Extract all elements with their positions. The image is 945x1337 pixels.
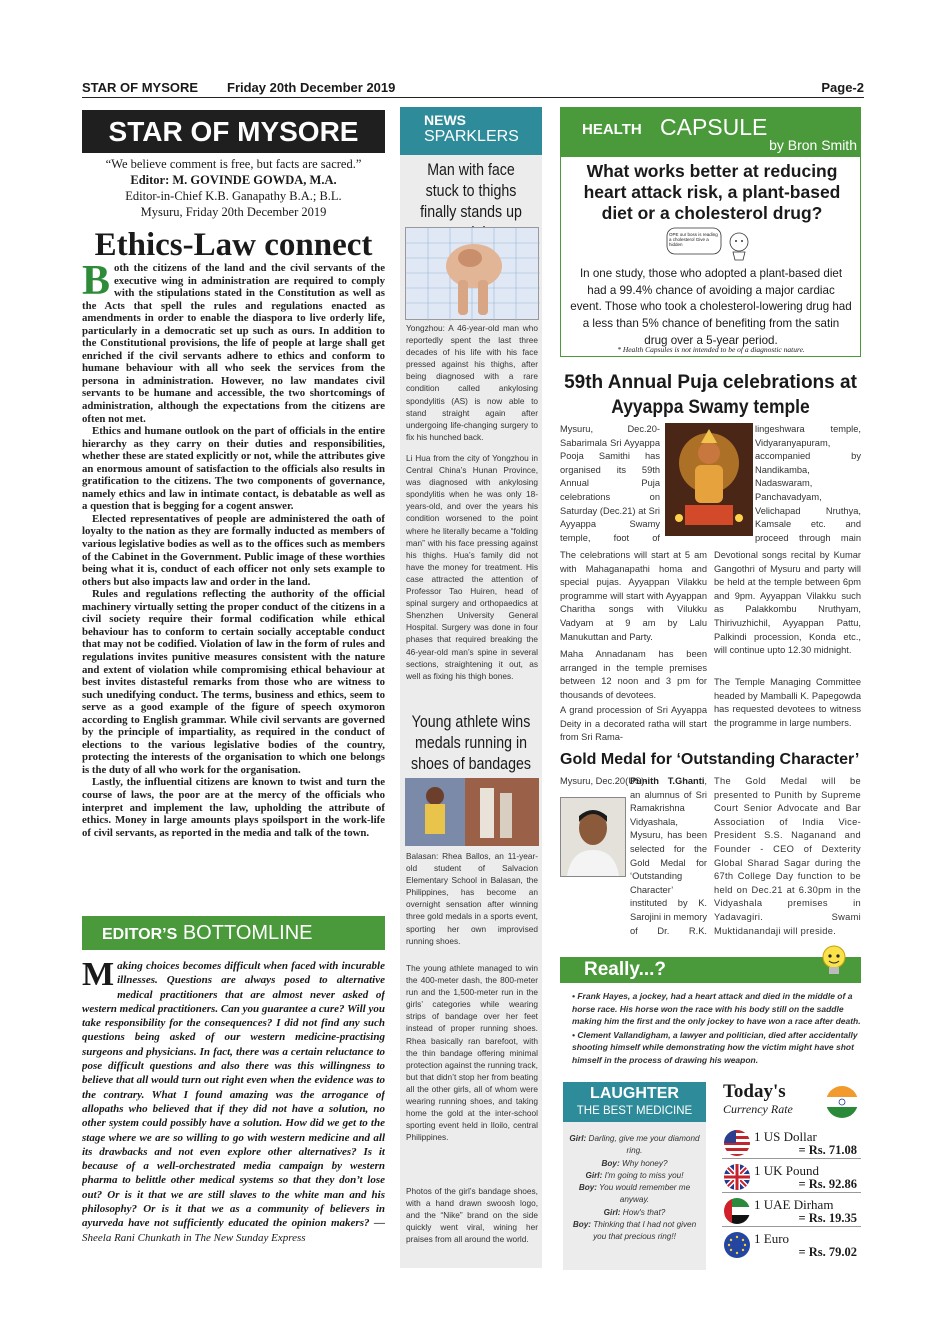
health-capsule-banner [560, 107, 861, 157]
really-banner: Really...? [560, 957, 861, 983]
eu-flag-icon [724, 1232, 750, 1258]
bottomline-label: BOTTOMLINE [182, 922, 313, 944]
bottomline-label-bold: EDITOR’S [102, 926, 178, 943]
puja-col2-para: The Temple Managing Committee headed by Mamballi K. Papegowda has requested devotees to witness the programme in large numbers. [714, 677, 861, 728]
india-flag-icon [826, 1086, 858, 1118]
story1-paragraph: Yongzhou: A 46-year-old man who reportedly spent the last three decades of his life with his face pressed against his thighs, after being diagnosed with a rare condition called ankylosing spondylitis (AS) is now able to stand straight again after undergoing life-changing surgery to fix his hunched back. [406, 323, 538, 442]
puja-col1-para: The celebrations will start at 5 am with Mahaganapathi homa and special pujas. Ayyappan Vilakku programme will start with Ayyappan Charitha songs with Vilukku Vadyam at 9 am by Lalu Manukuttan and Party. [560, 550, 707, 642]
currency-name: 1 UK Pound [754, 1163, 820, 1178]
really-item: • Clement Vallandigham, a lawyer and politician, died after accidentally shooting himself while demonstrating how the victim might have shot himself in the process of drawing his weapon. [572, 1029, 858, 1065]
masthead-editor-in-chief: Editor-in-Chief K.B. Ganapathy B.A.; B.L. [125, 189, 342, 203]
joke-speaker: Boy: [572, 1220, 592, 1230]
gold-medal-headline: Gold Medal for ‘Outstanding Character’ [560, 751, 860, 768]
story2-paragraph: The young athlete managed to win the 400-meter dash, the 800-meter run and the 1,500-meter run in the girls’ categories while wearing strips of bandage over her feet instead of proper running shoes. Rhea basically ran barefoot, with the thin bandage offering minimal protection against the running track, but that didn’t stop her from beating all the other girls, all of whom were wearing running shoes, and taking home the gold at the inter-school sporting event held in Iloilo, central Philippines. [406, 963, 538, 1143]
editorial-title: Ethics-Law connect [94, 227, 373, 263]
currency-name: 1 Euro [754, 1231, 790, 1246]
athlete-photo [405, 778, 539, 846]
news-sparklers-banner [400, 107, 542, 155]
health-byline: by Bron Smith [769, 137, 857, 153]
capsule-label: CAPSULE [660, 114, 768, 140]
health-note: * Health Capsules is not intended to be of a diagnostic nature. [617, 345, 805, 354]
cartoon-illustration [663, 226, 755, 262]
header-paper-name: STAR OF MYSORE [82, 80, 199, 95]
editorial-paragraph: Elected representatives of people are administered the oath of loyalty to the nation as they are formally inducted as members of various legislative bodies as well as to the offices such as members of the Cabinet in the Government. Public image of these worthies being what it is, conduct of each officer not only sets example to others but also impacts law and order in the land. [82, 512, 385, 588]
joke-line [566, 1207, 703, 1219]
currency-rate-header [723, 1082, 793, 1116]
joke-text: Darling, give me your diamond ring. [588, 1134, 700, 1156]
masthead-quote: “We believe comment is free, but facts are sacred.” [105, 157, 362, 171]
bottomline-dropcap: M [82, 959, 115, 993]
health-question: What works better at reducing heart attack risk, a plant-based diet or a cholesterol drug? [583, 161, 841, 223]
editorial-paragraph: oth the citizens of the land and the civil servants of the executive wing in administration are required to comply with the stipulations stated in the Constitution as well as the Acts that spell the rules and regulations enacted as amendments in order to enable the diaspora to live orderly life, particularly in a democratic set up such as ours. In addition to the Constitutional provisions, the life of people at large shall get enriched if the civil servants adhere to ethics and conform to humane behaviour with all who seek the services from the persona in administration. However, no law mandates civil servants to be humane and accessible, the two shortcomings of administration, although the expectations from the citizens are often not met. [82, 262, 385, 425]
currency-value: = Rs. 71.08 [798, 1143, 857, 1157]
story1-headline: Man with face stuck to thighs finally stands up [420, 161, 522, 221]
joke-text: Thinking that I had not given you that precious ring!! [593, 1220, 697, 1242]
laughter-sublabel: THE BEST MEDICINE [576, 1105, 693, 1117]
gold-col1-text: , an alumnus of Sri Ramakrishna Vidyashala, Mysuru, has been selected for the Gold Medal for ‘Outstanding Character’ instituted by K. Sarojini in memory of Dr. R.K. [630, 776, 707, 936]
really-item-text: Frank Hayes, a jockey, had a heart attack and died in the middle of a horse race. His horse won the race with his body still on the saddle making him the first and the only jockey to have won a race after death. [572, 991, 861, 1026]
really-list [568, 990, 862, 1067]
joke-speaker: Boy: [601, 1158, 620, 1168]
gold-col2: The Gold Medal will be presented to Punith by Supreme Court Senior Advocate and Bar Association of India Vice-President S.S. Naganand and Founder - CEO of Dexterity Global Sharad Sagar during the 67th College Day function to be held on Dec.21 at 6.30pm in the Vidyashala premises in Yadavagiri. Swami Muktidanandaji will preside. [714, 776, 861, 936]
story2-headline: Young athlete wins medals running in shoes of bandages [411, 713, 531, 773]
rate-row-gbp [722, 1160, 861, 1193]
health-label: HEALTH [582, 121, 642, 138]
health-body: In one study, those who adopted a plant-based diet had a 99.4% chance of avoiding a major cardiac event. Those who took a cholesterol-lowering drug had a less than 5% chance of benefiting from the satin drug over a 5-year period. [570, 267, 852, 347]
header-page-number: Page-2 [821, 80, 864, 95]
student-photo [560, 797, 626, 877]
editorial-dropcap: B [82, 262, 111, 304]
folding-man-photo [405, 227, 539, 320]
joke-text: Why honey? [621, 1158, 668, 1168]
rate-row-eur [722, 1228, 861, 1261]
puja-headline-line1: 59th Annual Puja celebrations at [564, 372, 857, 393]
joke-speaker: Girl: [569, 1134, 587, 1143]
masthead-place-date: Mysuru, Friday 20th December 2019 [140, 205, 327, 219]
puja-col1-para: Maha Annadanam has been arranged in the temple premises between 12 noon and 3 pm for thousands of devotees. [560, 649, 707, 700]
masthead-info [82, 156, 385, 220]
rate-row-usd [722, 1126, 861, 1159]
bottomline-attribution: Sheela Rani Chunkath in The New Sunday Express [82, 1231, 306, 1244]
gold-lead-text: Mysuru, Dec.20(US)- [560, 776, 648, 786]
laughter-label: LAUGHTER [590, 1085, 679, 1102]
puja-col2-top: lingeshwara temple, Vidyaranyapuram, accompanied by Nandikamba, Nadaswaram, Panchavadyam, Velichapad Nruthya, Kamsale etc. and proceed through main [755, 424, 861, 543]
puja-headline-line2: Ayyappa Swamy temple [611, 397, 810, 418]
lightbulb-icon [818, 944, 850, 978]
page-header [82, 78, 864, 98]
uk-flag-icon [724, 1164, 750, 1190]
story2-paragraph: Balasan: Rhea Ballos, an 11-year-old student of Salvacion Elementary School in Balasan, the Philippines, has become an overnight sensation after winning three gold medals in a sports event, sporting her own improvised running shoes. [406, 851, 538, 946]
rate-row-aed [722, 1194, 861, 1227]
story2-paragraph: Photos of the girl’s bandage shoes, with a hand drawn swoosh logo, and the “Nike” brand on the side quickly went viral, wining her praises from all around the world. [406, 1186, 538, 1245]
laughter-joke [566, 1133, 703, 1244]
really-item-text: Clement Vallandigham, a lawyer and politician, died after accidentally shooting himself while demonstrating how the victim might have shot himself in the process of drawing his weapon. [572, 1029, 858, 1065]
laughter-banner [563, 1082, 706, 1122]
story1-paragraph: Li Hua from the city of Yongzhou in Central China’s Hunan Province, was diagnosed with ankylosing spondylitis when he was only 18-years-old, and over the years his condition worsened to the point where he literally became a “folding man” with his face pressing against his thighs. Hua’s family did not have the money for treatment. His case attracted the attention of Professor Tao Huiren, head of spinal surgery and orthopaedics at Shenzhen University General Hospital. Surgery was done in four phases that required breaking the 46-year-old man’s spine in several sections, straightening it out, as well as fixing his thigh bones. [406, 453, 538, 681]
joke-text: You would remember me anyway. [599, 1183, 691, 1205]
currency-value: = Rs. 79.02 [798, 1245, 857, 1259]
joke-line [566, 1219, 703, 1244]
gold-student-name: Punith T.Ghanti [630, 776, 705, 786]
joke-line [566, 1170, 703, 1182]
joke-speaker: Girl: [585, 1170, 603, 1180]
joke-line [566, 1133, 703, 1158]
gold-col1 [630, 775, 707, 937]
editorial-body [82, 262, 385, 907]
joke-speaker: Boy: [578, 1183, 598, 1193]
currency-name: 1 UAE Dirham [754, 1197, 834, 1212]
joke-speaker: Girl: [603, 1207, 621, 1217]
bottomline-text: aking choices becomes difficult when faced with incurable illnesses. Questions are always posed to alternative medical practitioners that are almost never asked of western medical practitioners. Can you guarantee a cure? Will you take responsibility for the consequences? I did not find any such questions being asked of our western medicine-practising surgeons and physicians. In fact, there was a certain reluctance to pose difficult questions and also there was this willingness to believe that all would turn out right even when the evidence was to the contrary. What I found amazing was the arrogance of allopaths who believed that if they did not have a solution, no other system could possibly have a solution. How did we get to the stage where we are so willing to go with western medicine and all its drawbacks and not even explore other alternatives? Is it because of a well-orchestrated media campaign by western pharma to belittle other medical systems so that they don’t lose out? Or is it that we are still slaves to the white man and his philosophy? Or is it that we as a community of believers in ayurveda have not sufficiently educated the opinion makers? — [82, 960, 385, 1230]
puja-col2-para: Devotional songs recital by Kumar Gangothri of Mysuru and party will be held at the temple between 6pm and 9pm. Ayyappan Vilakku such as Palakkombu Nruthyam, Thirivuzhichil, Ayyappan Pattu, Palkindi procession, Konda etc., will continue upto 12.30 midnight. [714, 550, 861, 656]
rate-title: Today's [723, 1081, 786, 1102]
currency-value: = Rs. 92.86 [798, 1177, 857, 1191]
editorial-paragraph: Ethics and humane outlook on the part of officials in the entire hierarchy as they carry on their duties and responsibilities, whether these are stated explicitly or not, while the attributes give an enormous amount of satisfaction to the officials also results in gratification to the citizens. The two components of governance, namely ethics and law in intimate contact, is debatable as well as a question that is begging for a cogent answer. [82, 425, 385, 513]
puja-col1-para: A grand procession of Sri Ayyappa Deity in a decorated ratha will start from Sri Rama- [560, 705, 707, 743]
masthead-logo: STAR OF MYSORE [82, 110, 385, 153]
ayyappa-photo [665, 423, 753, 536]
puja-col1-para: Mysuru, Dec.20- Sabarimala Sri Ayyappa Pooja Samithi has organised its 59th Annual Puja celebrations on Saturday (Dec.21) at Sri Ayyappa Swamy temple, foot of [560, 424, 660, 543]
joke-text: How's that? [622, 1207, 666, 1217]
joke-line [566, 1158, 703, 1170]
header-date: Friday 20th December 2019 [227, 80, 396, 95]
cartoon-text: OPE our boss is reading a cholesterol Give a hidden [669, 232, 718, 247]
editorial-paragraph: Rules and regulations reflecting the authority of the official machinery virtually setting the proper conduct of the citizens in a civil society require their formal codification while ethical behaviour has to conform to certain socially acceptable conduct that may not be codified. Violation of law in the form of rules and regulations invites punitive measures consistent with the nature and extent of violation while compromising ethical behaviour at best invites distasteful remarks from those who are witness to such unedifying conduct. The terms, business and ethics, seem to serve as a good example of the figure of speech oxymoron according to English grammar. While civil servants are governed by the principle of impartiality, as required in the conduct of elections to the various legislative bodies of the country, protecting the interests of the organisation to which one belongs is the duty of all who work for the organisation. [82, 588, 385, 776]
masthead-editor: Editor: M. GOVINDE GOWDA, M.A. [130, 173, 337, 187]
joke-text: I'm going to miss you! [604, 1170, 684, 1180]
news-label: NEWS [424, 112, 466, 128]
joke-line [566, 1182, 703, 1207]
bottomline-body [82, 959, 385, 1269]
currency-value: = Rs. 19.35 [798, 1211, 857, 1225]
rate-subtitle: Currency Rate [723, 1102, 793, 1116]
bottomline-banner [82, 916, 385, 950]
uae-flag-icon [724, 1198, 750, 1224]
currency-name: 1 US Dollar [754, 1129, 817, 1144]
really-item: • Frank Hayes, a jockey, had a heart attack and died in the middle of a horse race. His horse won the race with his body still on the saddle making him the first and the only jockey to have won a race after death. [572, 991, 861, 1026]
sparklers-label: SPARKLERS [424, 128, 519, 145]
us-flag-icon [724, 1130, 750, 1156]
editorial-paragraph: Lastly, the influential citizens are known to twist and turn the course of laws, the poor are at the mercy of the officials who interpret and implement the law, upholding the attribute of ethics. Money in large amounts plays spoilsport in the work-life of civil servants, as reported in the media and talk of the town. [82, 776, 385, 839]
